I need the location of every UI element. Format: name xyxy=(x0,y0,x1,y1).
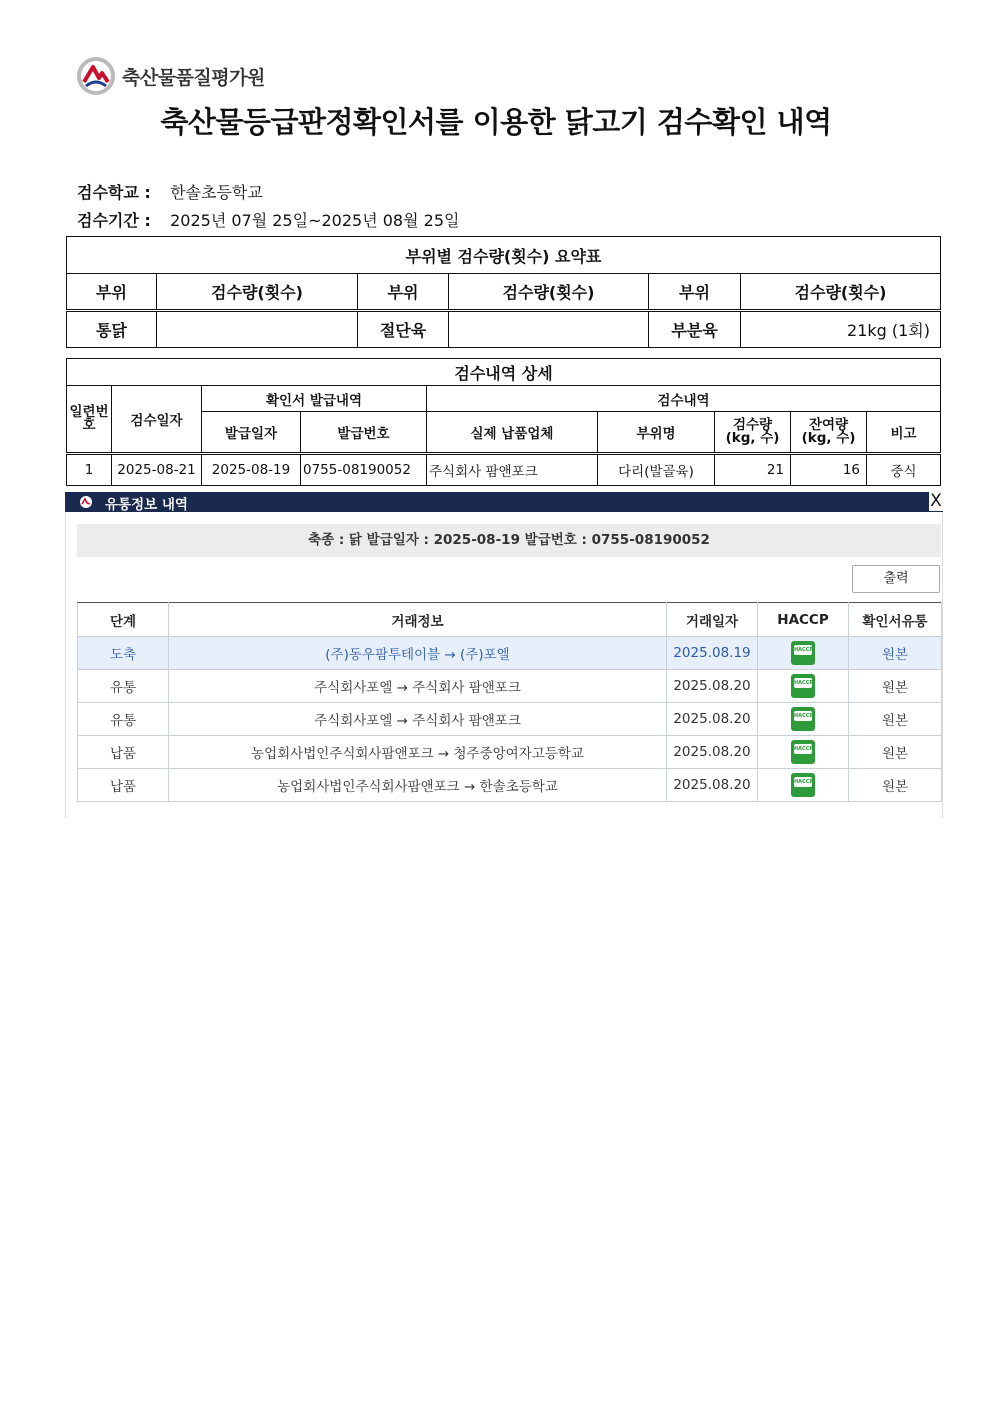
close-icon[interactable]: X xyxy=(930,491,942,511)
detail-caption: 검수내역 상세 xyxy=(67,359,941,386)
detail-cell-issue-no: 0755-08190052 xyxy=(301,454,427,486)
dist-haccp xyxy=(758,736,849,769)
haccp-icon[interactable]: HACCP xyxy=(791,707,815,731)
dist-trade: 농업회사법인주식회사팜앤포크 → 청주중앙여자고등학교 xyxy=(169,736,667,769)
org-logo xyxy=(76,56,265,96)
summary-table xyxy=(66,236,941,348)
dist-haccp xyxy=(758,769,849,802)
dist-cert[interactable]: 원본 xyxy=(849,670,942,703)
summary-part-whole: 통닭 xyxy=(67,311,157,348)
detail-header-remain: 잔여량(kg, 수) xyxy=(791,412,867,454)
detail-header-part: 부위명 xyxy=(598,412,715,454)
detail-cell-supplier: 주식회사 팜앤포크 xyxy=(427,454,598,486)
detail-header-note: 비고 xyxy=(867,412,941,454)
summary-qty-whole xyxy=(157,311,358,348)
dist-date: 2025.08.20 xyxy=(667,670,758,703)
distribution-title: 유통정보 내역 xyxy=(105,497,188,513)
detail-header-issue-no: 발급번호 xyxy=(301,412,427,454)
dist-stage: 유통 xyxy=(78,703,169,736)
detail-cell-no: 1 xyxy=(67,454,112,486)
dist-header-trade: 거래정보 xyxy=(169,603,667,637)
dist-stage: 납품 xyxy=(78,769,169,802)
haccp-icon[interactable]: HACCP xyxy=(791,674,815,698)
summary-qty-partial: 21kg (1회) xyxy=(741,311,941,348)
detail-header-cert: 확인서 발급내역 xyxy=(202,386,427,412)
detail-header-issue-date: 발급일자 xyxy=(202,412,301,454)
dist-date: 2025.08.19 xyxy=(667,637,758,670)
summary-header-part: 부위 xyxy=(649,274,741,311)
detail-cell-note: 중식 xyxy=(867,454,941,486)
school-row xyxy=(77,180,263,203)
org-name: 축산물품질평가원 xyxy=(122,66,265,89)
summary-header-qty: 검수량(횟수) xyxy=(449,274,649,311)
table-row[interactable] xyxy=(78,736,942,769)
detail-cell-remain: 16 xyxy=(791,454,867,486)
haccp-icon[interactable]: HACCP xyxy=(791,740,815,764)
haccp-icon[interactable]: HACCP xyxy=(791,773,815,797)
distribution-panel xyxy=(65,492,943,818)
table-row[interactable] xyxy=(78,703,942,736)
table-row[interactable] xyxy=(78,769,942,802)
dist-haccp xyxy=(758,703,849,736)
distribution-info: 축종 : 닭 발급일자 : 2025-08-19 발급번호 : 0755-08190052 xyxy=(77,524,941,557)
dist-trade: 주식회사포엘 → 주식회사 팜앤포크 xyxy=(169,670,667,703)
distribution-titlebar xyxy=(65,492,943,512)
period-label: 검수기간 : xyxy=(77,211,151,230)
summary-header-qty: 검수량(횟수) xyxy=(157,274,358,311)
org-logo-icon xyxy=(76,56,116,96)
detail-cell-issue-date: 2025-08-19 xyxy=(202,454,301,486)
dist-header-date: 거래일자 xyxy=(667,603,758,637)
dist-header-haccp: HACCP xyxy=(758,603,849,637)
summary-part-cut: 절단육 xyxy=(358,311,449,348)
detail-header-no: 일련번호 xyxy=(67,386,112,454)
summary-caption: 부위별 검수량(횟수) 요약표 xyxy=(67,237,941,274)
dist-trade: 농업회사법인주식회사팜앤포크 → 한솔초등학교 xyxy=(169,769,667,802)
period-row xyxy=(77,208,459,231)
dist-header-stage: 단계 xyxy=(78,603,169,637)
school-value: 한솔초등학교 xyxy=(170,183,263,202)
summary-header-part: 부위 xyxy=(358,274,449,311)
summary-header-part: 부위 xyxy=(67,274,157,311)
period-value: 2025년 07월 25일~2025년 08월 25일 xyxy=(170,211,460,230)
dist-cert[interactable]: 원본 xyxy=(849,703,942,736)
detail-cell-part: 다리(발골육) xyxy=(598,454,715,486)
dist-date: 2025.08.20 xyxy=(667,703,758,736)
detail-header-date: 검수일자 xyxy=(112,386,202,454)
detail-cell-qty: 21 xyxy=(715,454,791,486)
dist-date: 2025.08.20 xyxy=(667,769,758,802)
detail-table xyxy=(66,358,941,486)
detail-header-qty: 검수량(kg, 수) xyxy=(715,412,791,454)
summary-qty-cut xyxy=(449,311,649,348)
dist-trade: 주식회사포엘 → 주식회사 팜앤포크 xyxy=(169,703,667,736)
dist-cert[interactable]: 원본 xyxy=(849,637,942,670)
summary-part-partial: 부분육 xyxy=(649,311,741,348)
dist-cert[interactable]: 원본 xyxy=(849,736,942,769)
detail-header-insp: 검수내역 xyxy=(427,386,941,412)
table-row[interactable] xyxy=(78,670,942,703)
distribution-table xyxy=(77,602,942,802)
dist-stage: 유통 xyxy=(78,670,169,703)
dist-haccp xyxy=(758,670,849,703)
dist-trade: (주)동우팜투테이블 → (주)포엘 xyxy=(169,637,667,670)
dist-stage: 도축 xyxy=(78,637,169,670)
distribution-logo-icon xyxy=(79,495,93,509)
distribution-body xyxy=(65,512,943,818)
page-title: 축산물등급판정확인서를 이용한 닭고기 검수확인 내역 xyxy=(160,105,832,139)
haccp-icon[interactable]: HACCP xyxy=(791,641,815,665)
detail-cell-date: 2025-08-21 xyxy=(112,454,202,486)
print-button[interactable]: 출력 xyxy=(852,565,940,593)
school-label: 검수학교 : xyxy=(77,183,151,202)
dist-date: 2025.08.20 xyxy=(667,736,758,769)
table-row[interactable] xyxy=(78,637,942,670)
summary-header-qty: 검수량(횟수) xyxy=(741,274,941,311)
dist-stage: 납품 xyxy=(78,736,169,769)
dist-cert[interactable]: 원본 xyxy=(849,769,942,802)
dist-haccp xyxy=(758,637,849,670)
dist-header-cert: 확인서유통 xyxy=(849,603,942,637)
detail-header-supplier: 실제 납품업체 xyxy=(427,412,598,454)
